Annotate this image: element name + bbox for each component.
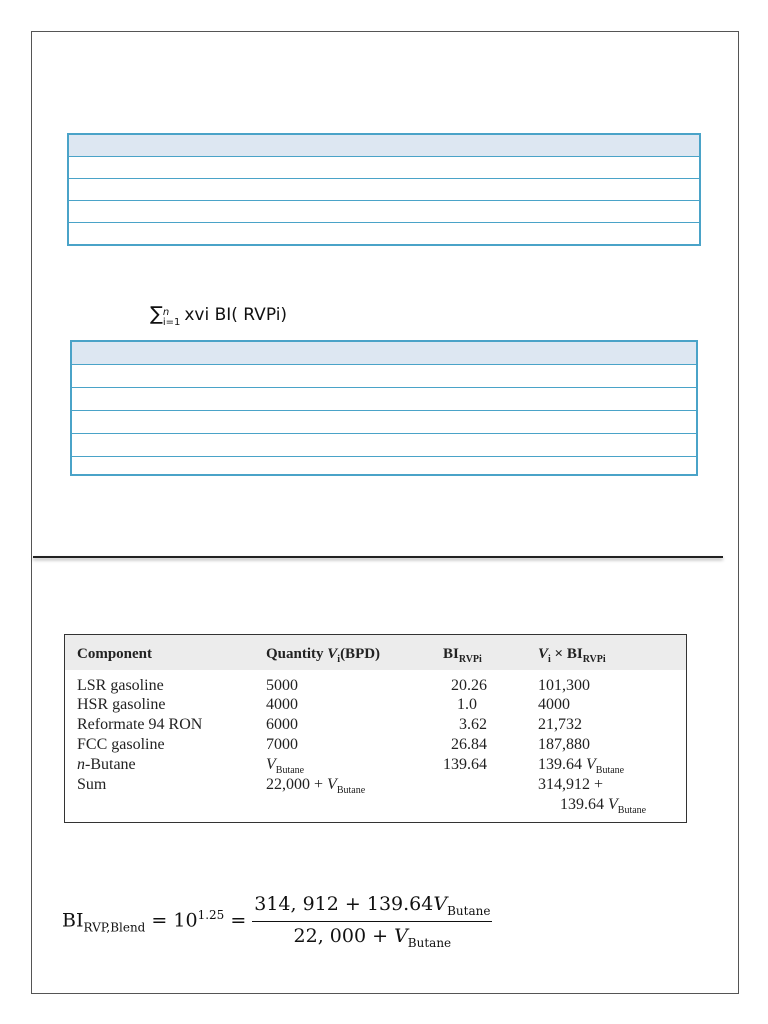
header-quantity-label: Quantity [266,646,328,662]
row-bi: 20.26 [451,677,487,694]
table-row [68,201,700,223]
table-row [71,434,697,457]
row-bi-butane: 139.64 [443,756,487,773]
summation-lower: i=1 [162,317,181,328]
row-sum-quantity [266,775,365,801]
header-product [538,644,606,670]
row-sum-product-line2 [560,795,646,821]
formula-fraction [252,893,492,950]
butane-quantity-sub: Butane [275,765,305,776]
row-bi: 3.62 [459,716,487,733]
formula-lhs-sub: RVP,Blend [83,920,146,935]
header-product-var: V [538,646,549,662]
sigma-symbol: ∑ [150,303,163,325]
table-row [68,223,700,246]
butane-product-sub: Butane [595,765,625,776]
row-component-butane [77,755,136,775]
table-row [71,457,697,476]
sum-quantity-sub: Butane [336,785,366,796]
formula-numerator [252,893,492,922]
butane-product-coef: 139.64 [538,756,586,773]
numerator-sub: Butane [447,904,491,918]
table-row [71,388,697,411]
row-component: FCC gasoline [77,736,165,753]
table-row [68,179,700,201]
row-quantity: 4000 [266,696,298,713]
summation-text: xvi BI( RVPi) [184,305,288,325]
header-quantity-var: V [327,646,338,662]
table-header-row [71,341,697,365]
sum-quantity-var: V [327,776,337,793]
blend-table [64,634,687,823]
sum-quantity-prefix: 22,000 + [266,776,328,793]
row-sum-product-line1: 314,912 + [538,776,604,793]
summation-expression [150,303,287,328]
butane-quantity-var: V [266,756,276,773]
table-header-row [68,134,700,157]
blend-formula [62,893,492,950]
header-bi-label: BI [443,646,459,662]
butane-prefix: n [77,756,85,773]
empty-table-top [67,133,701,246]
formula-exponent: 1.25 [197,908,225,923]
summation-upper: n [162,307,170,318]
butane-product-var: V [586,756,596,773]
row-quantity: 5000 [266,677,298,694]
numerator-prefix: 314, 912 + 139.64 [254,893,434,915]
row-quantity: 7000 [266,736,298,753]
table-row [68,157,700,179]
row-quantity: 6000 [266,716,298,733]
butane-name: -Butane [85,756,136,773]
sum-product-var: V [608,796,618,813]
denominator-prefix: 22, 000 + [293,925,395,947]
section-divider [33,556,723,558]
header-bi [443,644,482,670]
header-quantity-unit: (BPD) [340,646,381,662]
denominator-sub: Butane [407,936,452,950]
header-bi-sub: RVPi [458,654,482,665]
header-quantity-sub: i [337,654,341,665]
summation-limits [163,308,181,328]
row-product: 101,300 [538,677,590,694]
header-quantity [266,644,380,670]
table-row [71,365,697,388]
sum-product-coef: 139.64 [560,796,608,813]
header-product-sub: i [548,654,551,665]
denominator-var: V [394,925,408,947]
formula-denominator [252,922,492,950]
row-product: 187,880 [538,736,590,753]
table-row [71,411,697,434]
header-product-bi-sub: RVPi [582,654,606,665]
numerator-var: V [433,893,448,915]
header-product-op: × BI [550,646,583,662]
header-component: Component [77,646,153,662]
row-component: HSR gasoline [77,696,166,713]
row-component: LSR gasoline [77,677,164,694]
formula-equals: = [224,909,247,932]
row-product: 4000 [538,696,570,713]
formula-lhs-label: BI [62,909,84,932]
row-bi: 1.0 [457,696,477,713]
formula-base: = 10 [145,909,198,932]
row-component: Reformate 94 RON [77,716,203,733]
row-product: 21,732 [538,716,582,733]
row-sum-label: Sum [77,776,107,793]
formula-lhs [62,908,246,934]
empty-table-bottom [70,340,698,476]
row-bi: 26.84 [451,736,487,753]
sum-product-sub: Butane [617,805,647,816]
